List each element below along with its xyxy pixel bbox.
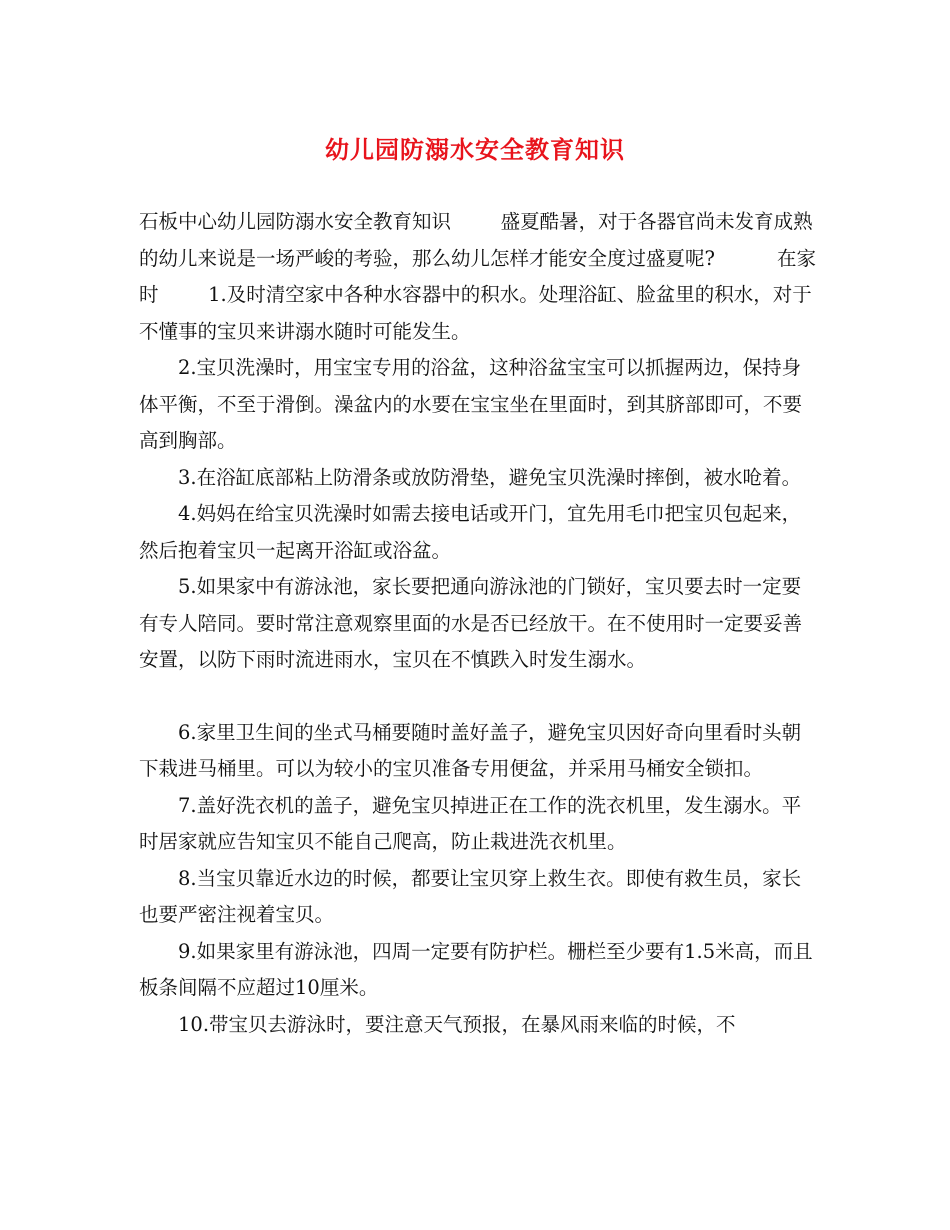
paragraph-intro: 石板中心幼儿园防溺水安全教育知识 盛夏酷暑，对于各器官尚未发育成熟的幼儿来说是一场严峻的考验，那么幼儿怎样才能安全度过盛夏呢? 在家时 1.及时清空家中各种水容器中的积水。处理浴缸、脸盆里的积水，对于不懂事的宝贝来讲溺水随时可能发生。 <box>139 210 816 343</box>
document-title: 幼儿园防溺水安全教育知识 <box>325 135 625 164</box>
paragraph-item-10: 10.带宝贝去游泳时，要注意天气预报，在暴风雨来临的时候，不 <box>178 1012 736 1036</box>
paragraph-item-9: 9.如果家里有游泳池，四周一定要有防护栏。栅栏至少要有1.5米高，而且板条间隔不应超过10厘米。 <box>139 939 813 999</box>
paragraph-item-6: 6.家里卫生间的坐式马桶要随时盖好盖子，避免宝贝因好奇向里看时头朝下栽进马桶里。可以为较小的宝贝准备专用便盆，并采用马桶安全锁扣。 <box>139 720 802 780</box>
paragraph-item-4: 4.妈妈在给宝贝洗澡时如需去接电话或开门，宜先用毛巾把宝贝包起来，然后抱着宝贝一起离开浴缸或浴盆。 <box>139 502 802 562</box>
paragraph-item-8: 8.当宝贝靠近水边的时候，都要让宝贝穿上救生衣。即使有救生员，家长也要严密注视着宝贝。 <box>139 866 802 926</box>
document-body <box>139 204 819 1043</box>
paragraph-item-2: 2.宝贝洗澡时，用宝宝专用的浴盆，这种浴盆宝宝可以抓握两边，保持身体平衡，不至于滑倒。澡盆内的水要在宝宝坐在里面时，到其脐部即可，不要高到胸部。 <box>139 356 803 452</box>
paragraph-item-3: 3.在浴缸底部粘上防滑条或放防滑垫，避免宝贝洗澡时摔倒，被水呛着。 <box>178 465 802 489</box>
paragraph-item-7: 7.盖好洗衣机的盖子，避免宝贝掉进正在工作的洗衣机里，发生溺水。平时居家就应告知宝贝不能自己爬高，防止栽进洗衣机里。 <box>139 793 802 853</box>
paragraph-item-5: 5.如果家中有游泳池，家长要把通向游泳池的门锁好，宝贝要去时一定要有专人陪同。要时常注意观察里面的水是否已经放干。在不使用时一定要妥善安置，以防下雨时流进雨水，宝贝在不慎跌入时发生溺水。 <box>139 575 803 671</box>
